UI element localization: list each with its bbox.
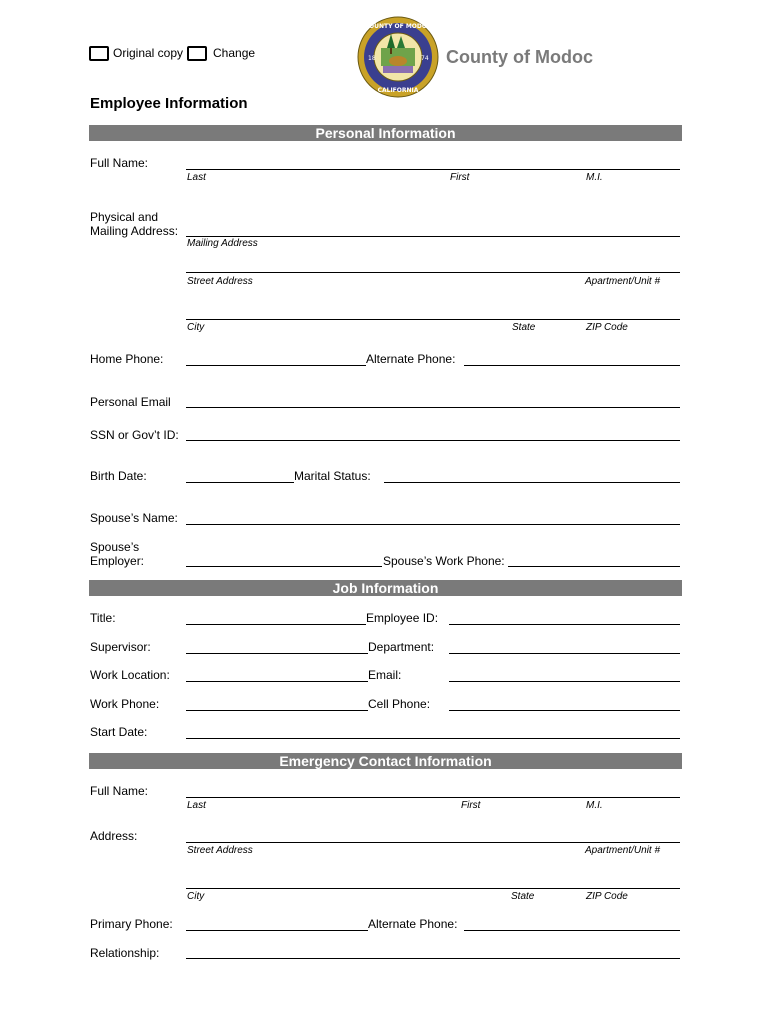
alternate-phone-field[interactable] xyxy=(464,365,680,366)
department-label: Department: xyxy=(368,640,435,654)
work-location-label: Work Location: xyxy=(90,668,170,682)
ec-full-name-field[interactable] xyxy=(186,797,680,798)
apt-unit-sublabel: Apartment/Unit # xyxy=(585,276,661,287)
ec-primary-phone-label: Primary Phone: xyxy=(90,917,173,931)
employee-id-label: Employee ID: xyxy=(366,611,439,625)
first-sublabel: First xyxy=(450,172,470,183)
ec-alternate-phone-field[interactable] xyxy=(464,930,680,931)
department-field[interactable] xyxy=(449,653,680,654)
seal-right-year: 74 xyxy=(421,55,429,62)
home-phone-label: Home Phone: xyxy=(90,352,164,366)
county-seal-logo xyxy=(357,16,439,98)
ec-city-sublabel: City xyxy=(187,891,205,902)
work-email-field[interactable] xyxy=(449,681,680,682)
ssn-field[interactable] xyxy=(186,440,680,441)
address-label-line1: Physical and xyxy=(90,210,159,224)
birth-date-field[interactable] xyxy=(186,482,294,483)
street-address-sublabel: Street Address xyxy=(187,276,253,287)
spouse-employer-label-line1: Spouse’s xyxy=(90,540,140,554)
zip-sublabel: ZIP Code xyxy=(586,322,628,333)
spouse-work-phone-label: Spouse’s Work Phone: xyxy=(383,554,505,568)
seal-top-text: COUNTY OF MODOC xyxy=(364,23,432,30)
ec-last-sublabel: Last xyxy=(187,800,206,811)
cell-phone-label: Cell Phone: xyxy=(368,697,431,711)
personal-info-heading: Personal Information xyxy=(89,125,682,141)
ec-primary-phone-field[interactable] xyxy=(186,930,368,931)
mailing-address-sublabel: Mailing Address xyxy=(187,238,258,249)
home-phone-field[interactable] xyxy=(186,365,366,366)
address-label-line2: Mailing Address: xyxy=(90,224,179,238)
state-sublabel: State xyxy=(512,322,536,333)
spouse-work-phone-field[interactable] xyxy=(508,566,680,567)
mailing-address-field[interactable] xyxy=(186,236,680,237)
personal-email-field[interactable] xyxy=(186,407,680,408)
work-phone-field[interactable] xyxy=(186,710,368,711)
start-date-label: Start Date: xyxy=(90,725,148,739)
ec-full-name-label: Full Name: xyxy=(90,784,149,798)
full-name-label: Full Name: xyxy=(90,156,149,170)
city-state-zip-field[interactable] xyxy=(186,319,680,320)
marital-status-label: Marital Status: xyxy=(294,469,371,483)
spouse-name-label: Spouse’s Name: xyxy=(90,511,178,525)
ec-street-address-field[interactable] xyxy=(186,842,680,843)
ec-state-sublabel: State xyxy=(511,891,535,902)
change-checkbox[interactable] xyxy=(187,46,207,61)
original-copy-checkbox[interactable] xyxy=(89,46,109,61)
personal-email-label: Personal Email xyxy=(90,395,171,409)
change-label: Change xyxy=(213,46,256,60)
form-title: Employee Information xyxy=(90,95,248,112)
cell-phone-field[interactable] xyxy=(449,710,680,711)
work-email-label: Email: xyxy=(368,668,402,682)
last-sublabel: Last xyxy=(187,172,206,183)
start-date-field[interactable] xyxy=(186,738,680,739)
ec-zip-sublabel: ZIP Code xyxy=(586,891,628,902)
ssn-label: SSN or Gov’t ID: xyxy=(90,428,179,442)
ec-mi-sublabel: M.I. xyxy=(586,800,603,811)
county-name: County of Modoc xyxy=(446,47,593,67)
supervisor-label: Supervisor: xyxy=(90,640,151,654)
employee-id-field[interactable] xyxy=(449,624,680,625)
ec-first-sublabel: First xyxy=(461,800,481,811)
alternate-phone-label: Alternate Phone: xyxy=(366,352,456,366)
work-location-field[interactable] xyxy=(186,681,368,682)
spouse-name-field[interactable] xyxy=(186,524,680,525)
ec-relationship-field[interactable] xyxy=(186,958,680,959)
ec-alternate-phone-label: Alternate Phone: xyxy=(368,917,458,931)
ec-address-label: Address: xyxy=(90,829,138,843)
original-copy-label: Original copy xyxy=(113,46,184,60)
title-field[interactable] xyxy=(186,624,366,625)
street-address-field[interactable] xyxy=(186,272,680,273)
mi-sublabel: M.I. xyxy=(586,172,603,183)
job-info-heading: Job Information xyxy=(89,580,682,596)
full-name-field[interactable] xyxy=(186,169,680,170)
ec-street-address-sublabel: Street Address xyxy=(187,845,253,856)
supervisor-field[interactable] xyxy=(186,653,368,654)
spouse-employer-label-line2: Employer: xyxy=(90,554,145,568)
birth-date-label: Birth Date: xyxy=(90,469,147,483)
work-phone-label: Work Phone: xyxy=(90,697,160,711)
marital-status-field[interactable] xyxy=(384,482,680,483)
title-label: Title: xyxy=(90,611,116,625)
emergency-contact-heading: Emergency Contact Information xyxy=(89,753,682,769)
seal-bottom-text: CALIFORNIA xyxy=(377,87,419,94)
city-sublabel: City xyxy=(187,322,205,333)
ec-apt-unit-sublabel: Apartment/Unit # xyxy=(585,845,661,856)
ec-relationship-label: Relationship: xyxy=(90,946,160,960)
seal-left-year: 18 xyxy=(368,55,376,62)
ec-city-state-zip-field[interactable] xyxy=(186,888,680,889)
spouse-employer-field[interactable] xyxy=(186,566,382,567)
